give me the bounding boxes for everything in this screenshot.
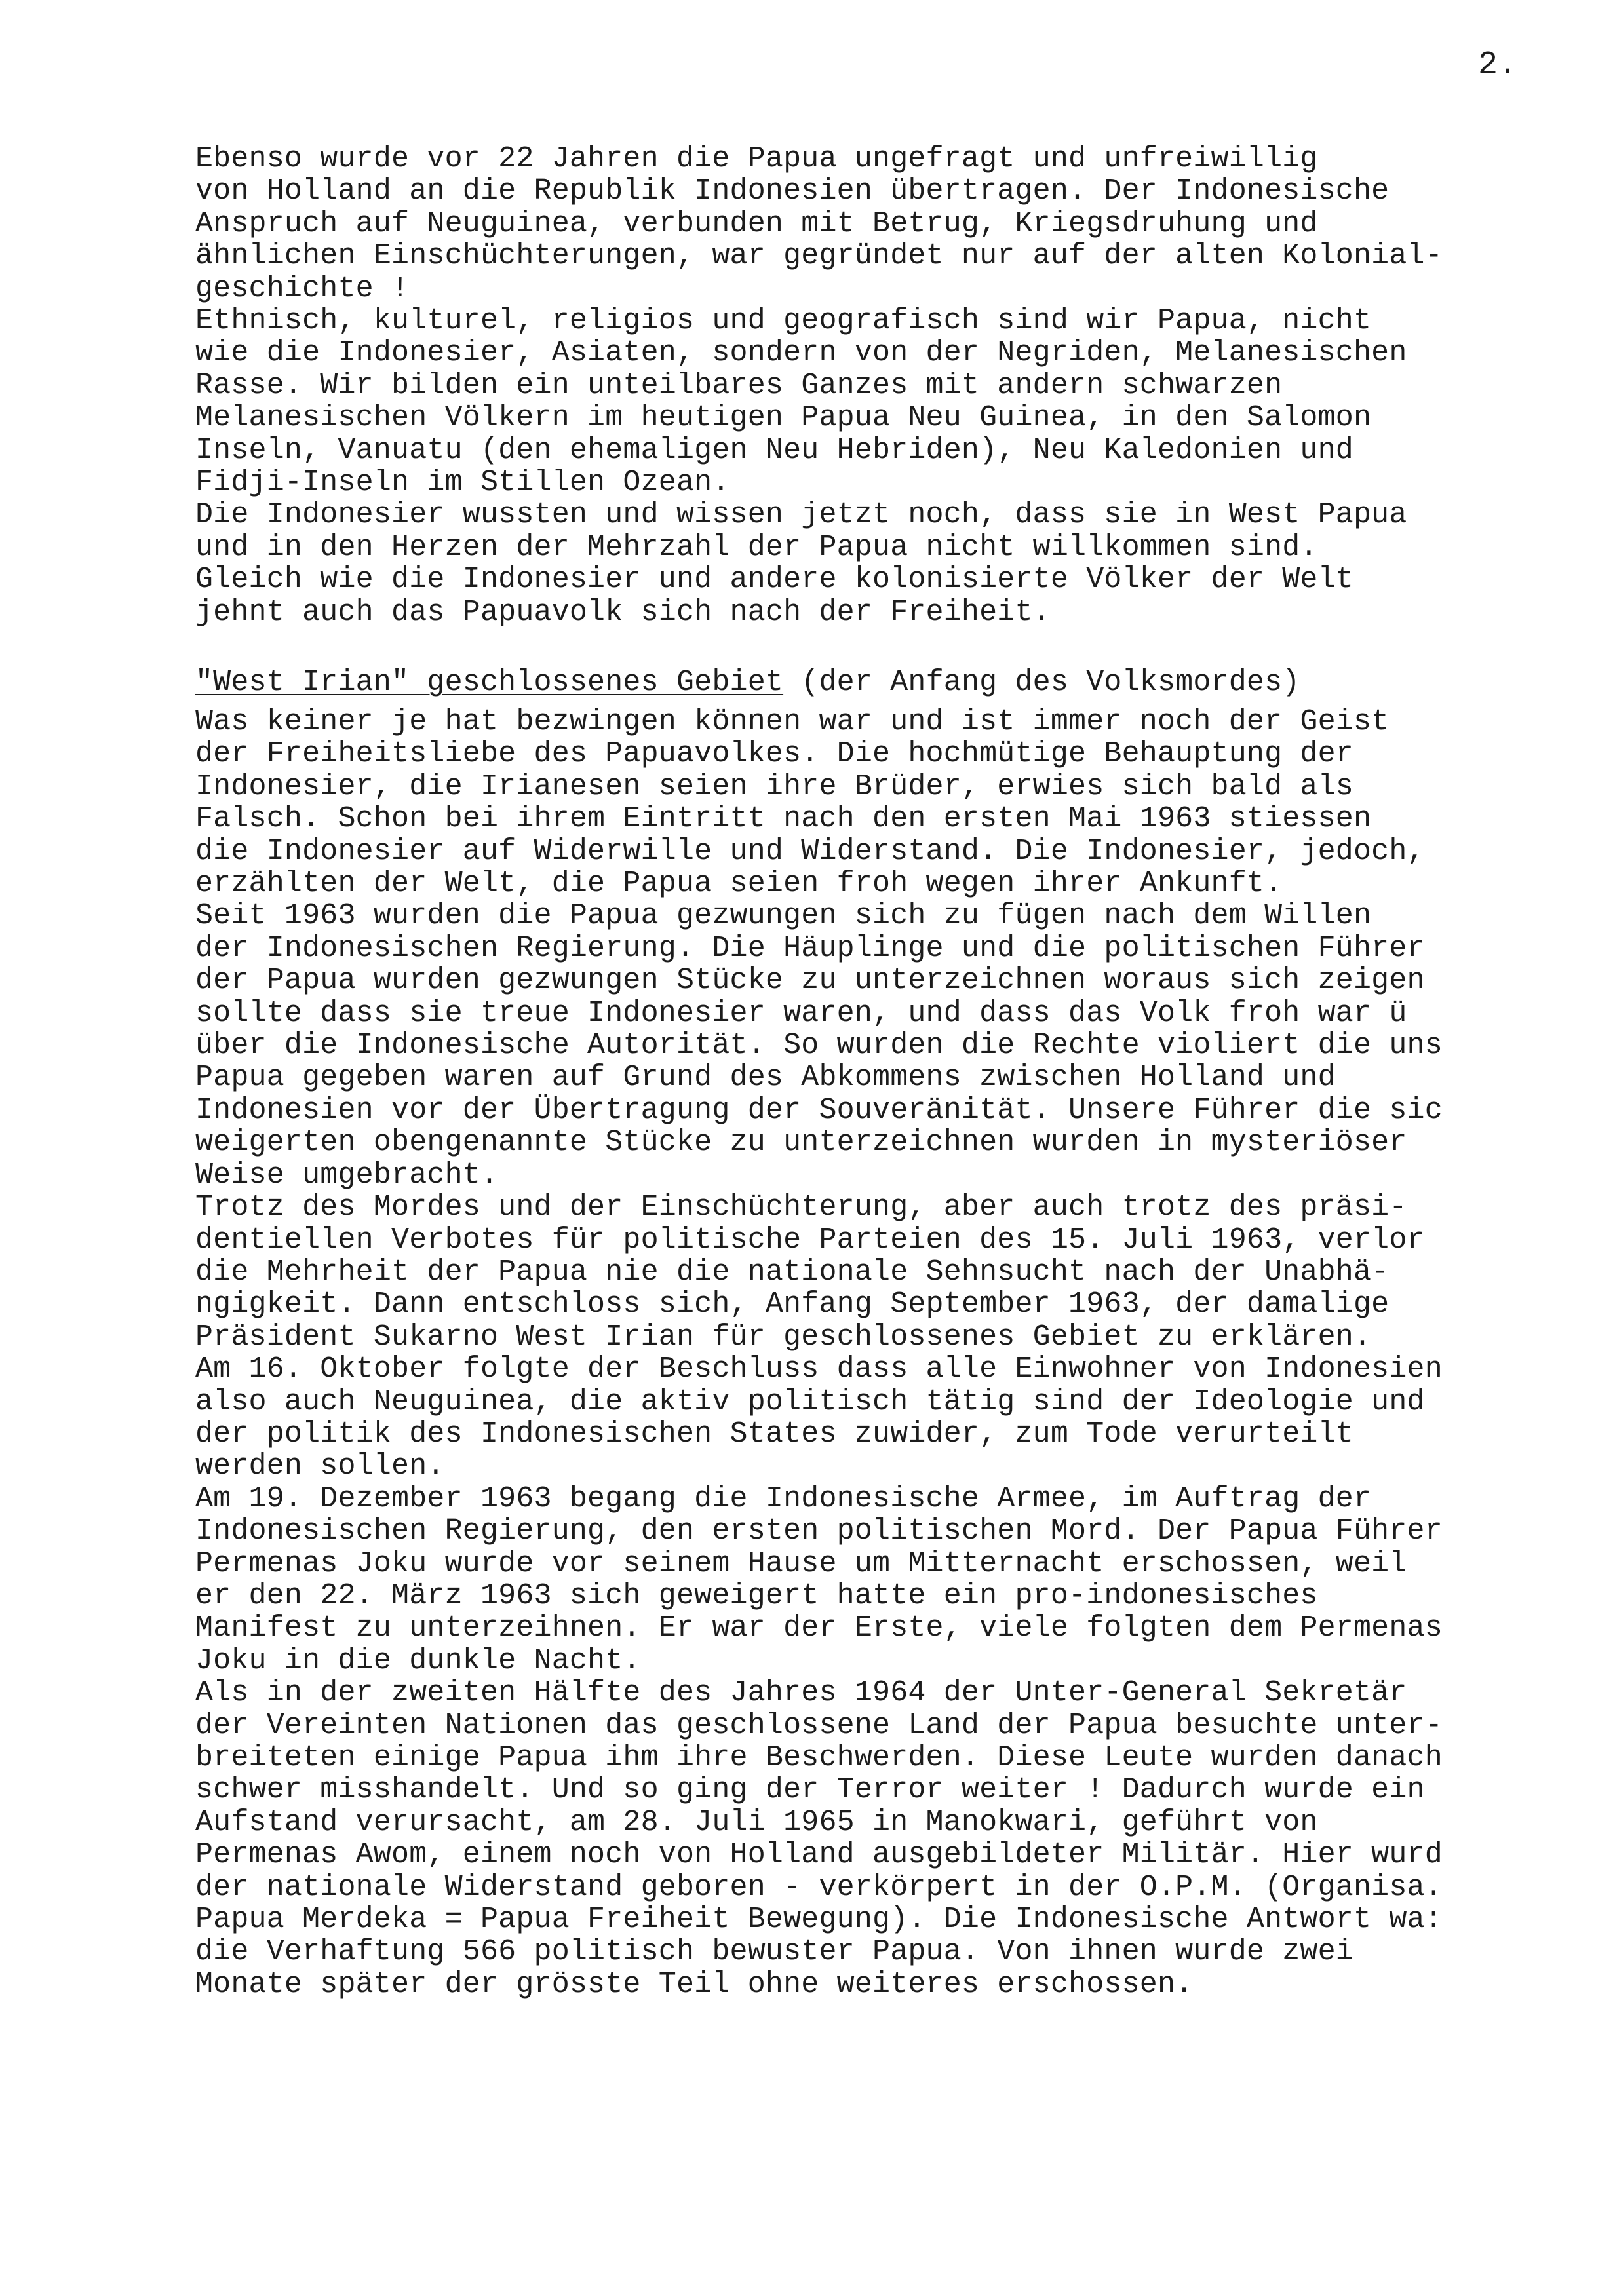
text-line: von Holland an die Republik Indonesien übertragen. Der Indonesische xyxy=(195,174,1390,208)
text-line: ngigkeit. Dann entschloss sich, Anfang September 1963, der damalige xyxy=(195,1288,1390,1322)
text-line: Indonesischen Regierung, den ersten politischen Mord. Der Papua Führer xyxy=(195,1514,1443,1548)
text-line: Manifest zu unterzeihnen. Er war der Erste, viele folgten dem Permenas xyxy=(195,1611,1443,1645)
text-line: Trotz des Mordes und der Einschüchterung, aber auch trotz des präsi- xyxy=(195,1191,1407,1225)
text-line: geschichte ! xyxy=(195,271,410,305)
page-number: 2. xyxy=(1478,47,1518,84)
text-line: jehnt auch das Papuavolk sich nach der Freiheit. xyxy=(195,595,1051,629)
text-line: Ethnisch, kulturel, religios und geografisch sind wir Papua, nicht xyxy=(195,304,1372,338)
text-line: Was keiner je hat bezwingen können war und ist immer noch der Geist xyxy=(195,705,1390,738)
text-line: Indonesien vor der Übertragung der Souveränität. Unsere Führer die sic xyxy=(195,1093,1443,1127)
text-line: Seit 1963 wurden die Papua gezwungen sich zu fügen nach dem Willen xyxy=(195,899,1372,933)
text-line: er den 22. März 1963 sich geweigert hatte ein pro-indonesisches xyxy=(195,1578,1318,1613)
section-body xyxy=(195,706,1591,2000)
text-line: dentiellen Verbotes für politische Parteien des 15. Juli 1963, verlor xyxy=(195,1223,1425,1257)
text-line: Ebenso wurde vor 22 Jahren die Papua ungefragt und unfreiwillig xyxy=(195,142,1318,176)
text-line: Rasse. Wir bilden ein unteilbares Ganzes mit andern schwarzen xyxy=(195,368,1283,402)
text-line: erzählten der Welt, die Papua seien froh wegen ihrer Ankunft. xyxy=(195,867,1283,901)
text-line: breiteten einige Papua ihm ihre Beschwerden. Diese Leute wurden danach xyxy=(195,1741,1443,1774)
section-heading-subtitle: (der Anfang des Volksmordes) xyxy=(783,666,1300,699)
text-line: Präsident Sukarno West Irian für geschlossenes Gebiet zu erklären. xyxy=(195,1320,1372,1354)
text-line: Monate später der grösste Teil ohne weiteres erschossen. xyxy=(195,1967,1194,2001)
text-line: Weise umgebracht. xyxy=(195,1158,499,1192)
text-line: Permenas Awom, einem noch von Holland ausgebildeter Militär. Hier wurd xyxy=(195,1838,1443,1872)
intro-paragraph xyxy=(195,143,1591,628)
text-line: Falsch. Schon bei ihrem Eintritt nach den ersten Mai 1963 stiessen xyxy=(195,802,1372,836)
text-line: Am 16. Oktober folgte der Beschluss dass alle Einwohner von Indonesien xyxy=(195,1352,1443,1387)
text-line: Joku in die dunkle Nacht. xyxy=(195,1643,641,1677)
text-line: Papua Merdeka = Papua Freiheit Bewegung). Die Indonesische Antwort wa: xyxy=(195,1903,1443,1937)
text-line: ähnlichen Einschüchterungen, war gegründet nur auf der alten Kolonial- xyxy=(195,239,1443,273)
text-line: also auch Neuguinea, die aktiv politisch tätig sind der Ideologie und xyxy=(195,1385,1425,1419)
text-line: Papua gegeben waren auf Grund des Abkommens zwischen Holland und xyxy=(195,1061,1336,1095)
text-line: Die Indonesier wussten und wissen jetzt noch, dass sie in West Papua xyxy=(195,498,1407,532)
text-line: über die Indonesische Autorität. So wurden die Rechte violiert die uns xyxy=(195,1029,1443,1063)
text-line: Am 19. Dezember 1963 begang die Indonesische Armee, im Auftrag der xyxy=(195,1482,1372,1516)
text-line: der Vereinten Nationen das geschlossene Land der Papua besuchte unter- xyxy=(195,1708,1443,1742)
text-line: werden sollen. xyxy=(195,1449,445,1483)
text-line: schwer misshandelt. Und so ging der Terror weiter ! Dadurch wurde ein xyxy=(195,1773,1425,1807)
text-line: der Papua wurden gezwungen Stücke zu unterzeichnen woraus sich zeigen xyxy=(195,964,1425,998)
text-line: Gleich wie die Indonesier und andere kolonisierte Völker der Welt xyxy=(195,563,1353,597)
text-line: die Mehrheit der Papua nie die nationale Sehnsucht nach der Unabhä- xyxy=(195,1255,1390,1289)
text-line: der Freiheitsliebe des Papuavolkes. Die hochmütige Behauptung der xyxy=(195,737,1353,771)
text-line: die Verhaftung 566 politisch bewuster Papua. Von ihnen wurde zwei xyxy=(195,1935,1353,1969)
text-line: der nationale Widerstand geboren - verkörpert in der O.P.M. (Organisa. xyxy=(195,1870,1443,1904)
section-heading xyxy=(195,666,1591,700)
text-line: die Indonesier auf Widerwille und Widerstand. Die Indonesier, jedoch, xyxy=(195,834,1425,868)
text-line: der Indonesischen Regierung. Die Häuplinge und die politischen Führer xyxy=(195,931,1425,965)
text-line: Als in der zweiten Hälfte des Jahres 1964 der Unter-General Sekretär xyxy=(195,1676,1407,1710)
section-heading-title: "West Irian" geschlossenes Gebiet xyxy=(195,666,784,699)
text-line: der politik des Indonesischen States zuwider, zum Tode verurteilt xyxy=(195,1417,1353,1451)
text-line: Fidji-Inseln im Stillen Ozean. xyxy=(195,466,730,500)
text-line: Anspruch auf Neuguinea, verbunden mit Betrug, Kriegsdruhung und xyxy=(195,206,1318,240)
text-line: wie die Indonesier, Asiaten, sondern von der Negriden, Melanesischen xyxy=(195,336,1407,370)
text-line: Permenas Joku wurde vor seinem Hause um Mitternacht erschossen, weil xyxy=(195,1546,1407,1580)
text-line: Indonesier, die Irianesen seien ihre Brüder, erwies sich bald als xyxy=(195,769,1353,803)
text-line: Inseln, Vanuatu (den ehemaligen Neu Hebriden), Neu Kaledonien und xyxy=(195,433,1353,467)
text-line: sollte dass sie treue Indonesier waren, und dass das Volk froh war ü xyxy=(195,996,1407,1030)
text-line: Aufstand verursacht, am 28. Juli 1965 in Manokwari, geführt von xyxy=(195,1805,1318,1839)
text-line: weigerten obengenannte Stücke zu unterzeichnen wurden in mysteriöser xyxy=(195,1126,1407,1160)
text-line: Melanesischen Völkern im heutigen Papua Neu Guinea, in den Salomon xyxy=(195,401,1372,435)
text-line: und in den Herzen der Mehrzahl der Papua nicht willkommen sind. xyxy=(195,530,1318,564)
